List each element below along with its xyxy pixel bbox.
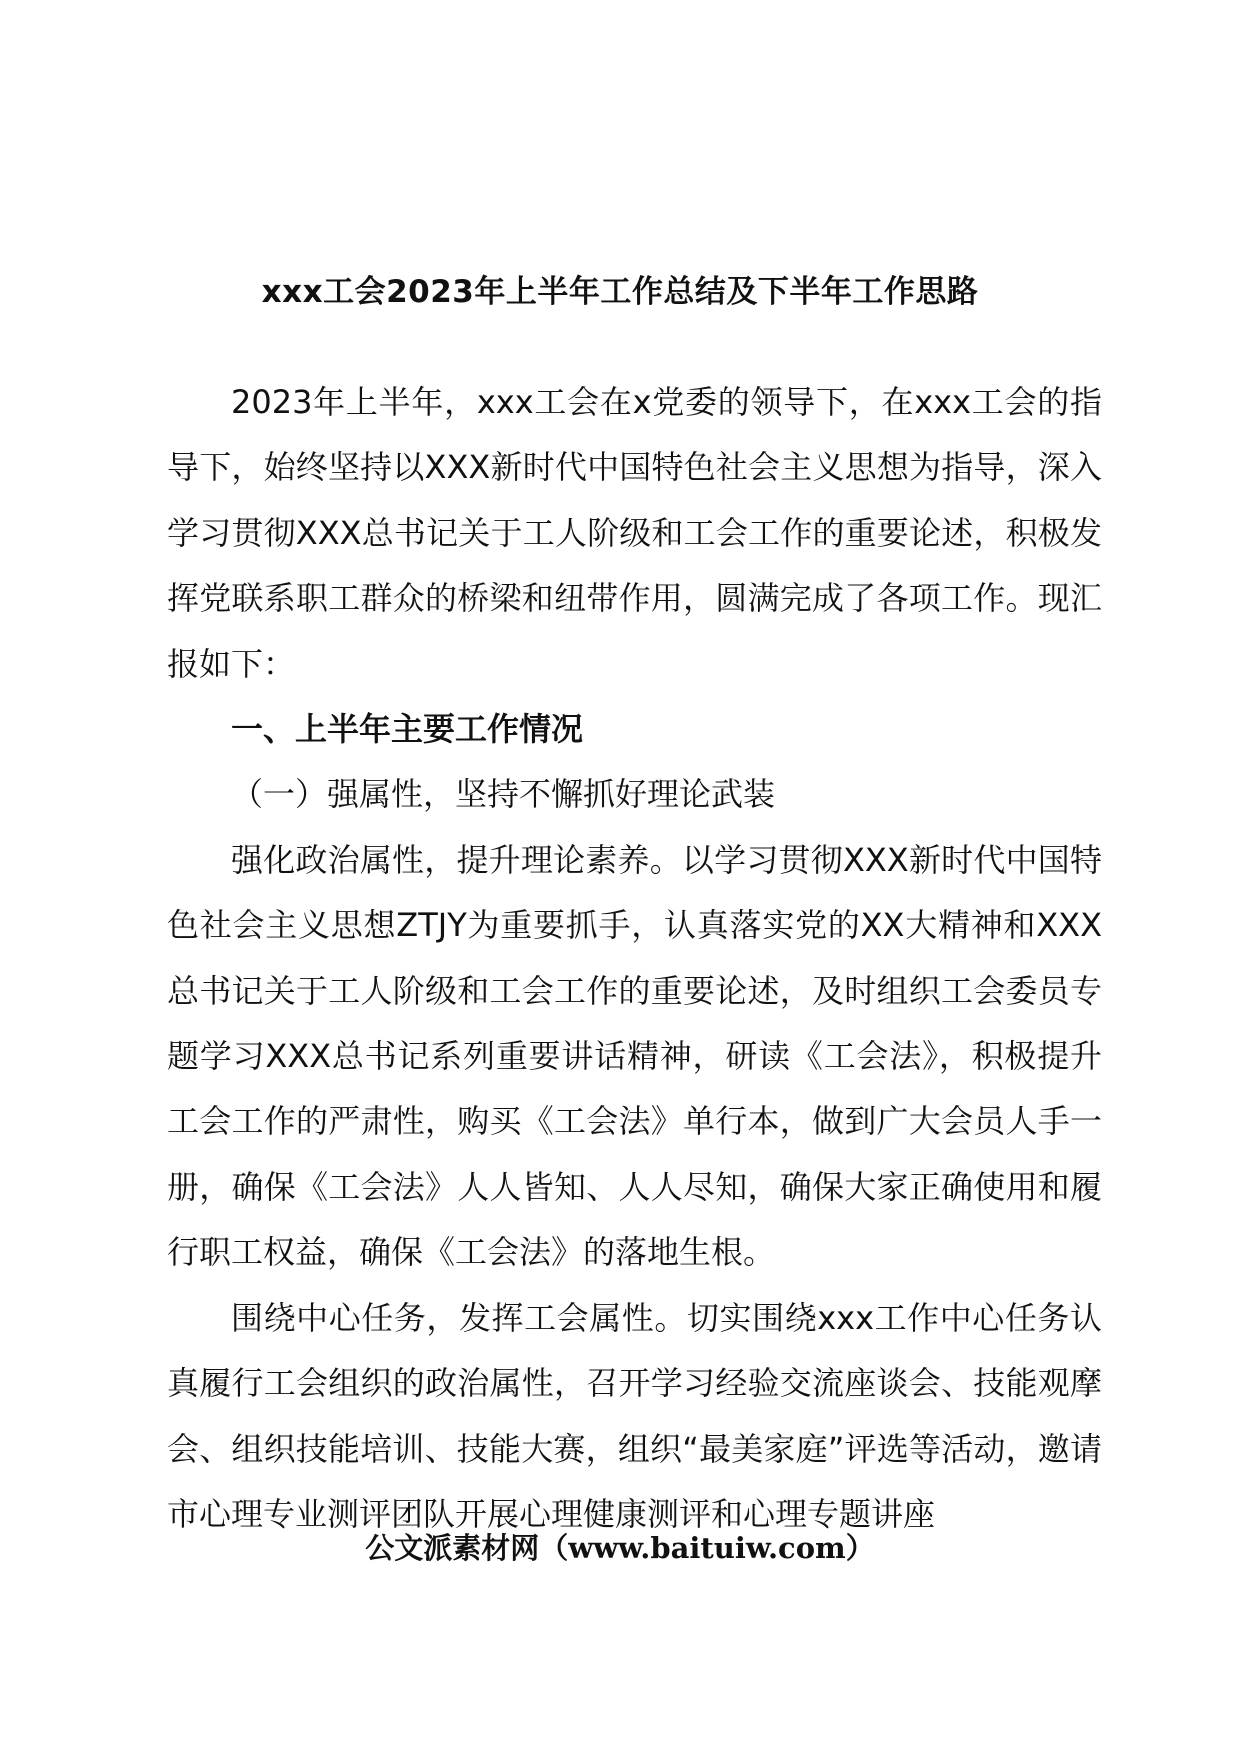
document-title: xxx工会2023年上半年工作总结及下半年工作思路	[261, 274, 979, 310]
intro-paragraph: 2023年上半年，xxx工会在x党委的领导下，在xxx工会的指导下，始终坚持以XXX新时代中国特色社会主义思想为指导，深入学习贯彻XXX总书记关于工人阶级和工会工作的重要论述，积极发挥党联系职工群众的桥梁和纽带作用，圆满完成了各项工作。现汇报如下：	[167, 383, 1102, 683]
section-heading: 一、上半年主要工作情况	[231, 710, 584, 749]
footer-watermark: 公文派素材网（www.baituiw.com）	[365, 1531, 875, 1565]
subsection-heading: （一）强属性，坚持不懈抓好理论武装	[231, 775, 776, 814]
document-body	[167, 370, 1102, 1547]
body-paragraph: 强化政治属性，提升理论素养。以学习贯彻XXX新时代中国特色社会主义思想ZTJY为重要抓手，认真落实党的XX大精神和XXX总书记关于工人阶级和工会工作的重要论述，及时组织工会委员专题学习XXX总书记系列重要讲话精神，研读《工会法》，积极提升工会工作的严肃性，购买《工会法》单行本，做到广大会员人手一册，确保《工会法》人人皆知、人人尽知，确保大家正确使用和履行职工权益，确保《工会法》的落地生根。	[167, 840, 1102, 1272]
body-paragraph: 围绕中心任务，发挥工会属性。切实围绕xxx工作中心任务认真履行工会组织的政治属性，召开学习经验交流座谈会、技能观摩会、组织技能培训、技能大赛，组织“最美家庭”评选等活动，邀请市心理专业测评团队开展心理健康测评和心理专题讲座	[167, 1298, 1102, 1533]
